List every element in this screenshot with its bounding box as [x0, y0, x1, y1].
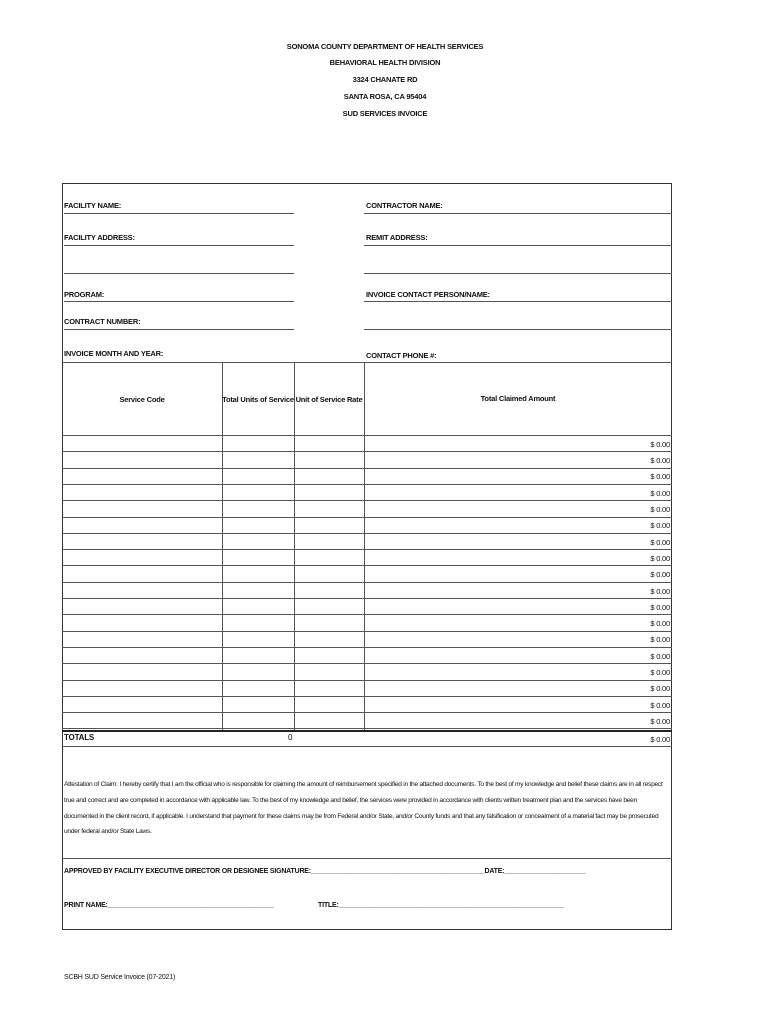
row-amount: $ 0.00 — [650, 521, 670, 531]
invoice-contact-field-1[interactable] — [364, 301, 672, 302]
table-row — [62, 451, 672, 452]
row-amount: $ 0.00 — [650, 537, 670, 547]
row-amount: $ 0.00 — [650, 505, 670, 514]
table-row — [62, 565, 672, 566]
row-amount: $ 0.00 — [650, 651, 670, 661]
attestation-divider — [62, 858, 672, 859]
invoice-month-year-label: INVOICE MONTH AND YEAR: — [64, 349, 164, 358]
attestation-text: Attestation of Claim: I hereby certify that I am the official who is responsible for claiming the amount of reimbursement specified in the attached documents. To the best of my knowledge and belief these claims are in all respect true and correct and are completed in accordance with applicable law. To the best of my knowledge and belief, the services were provided in accordance with clients written treatment plan and the services have been documented in the client record, if applicable. I understand that payment for these claims may be from Federal and/or State, and/or County funds and that any falsification or concealment of a material fact may be prosecuted under federal and/or State Laws. — [64, 781, 663, 836]
totals-row-bottom — [62, 746, 672, 747]
row-amount: $ 0.00 — [650, 488, 670, 498]
row-amount: $ 0.00 — [650, 635, 670, 645]
invoice-contact-label: INVOICE CONTACT PERSON/NAME: — [366, 290, 490, 299]
column-divider-1 — [222, 362, 223, 730]
table-row — [62, 696, 672, 697]
row-amount: $ 0.00 — [650, 619, 670, 629]
row-amount: $ 0.00 — [650, 456, 670, 466]
table-row — [62, 549, 672, 550]
header-line-2: BEHAVIORAL HEALTH DIVISION — [329, 58, 441, 67]
totals-units: 0 — [288, 733, 293, 742]
row-amount: $ 0.00 — [650, 439, 670, 449]
facility-name-field[interactable] — [64, 213, 294, 214]
column-header-service-code: Service Code — [119, 395, 165, 404]
table-row — [62, 582, 672, 583]
table-row — [62, 663, 672, 664]
table-row — [62, 598, 672, 599]
facility-address-field-1[interactable] — [64, 245, 294, 246]
facility-name-label: FACILITY NAME: — [64, 201, 122, 210]
table-row — [62, 631, 672, 632]
form-footer: SCBH SUD Service Invoice (07-2021) — [64, 974, 176, 981]
totals-row-top — [62, 730, 672, 732]
row-amount: $ 0.00 — [650, 570, 670, 580]
invoice-contact-field-2[interactable] — [364, 329, 672, 330]
header-title: SUD SERVICES INVOICE — [342, 109, 428, 118]
header-line-3: 3324 CHANATE RD — [352, 75, 418, 84]
contract-number-label: CONTRACT NUMBER: — [64, 317, 141, 326]
column-divider-3 — [364, 362, 365, 730]
contractor-name-label: CONTRACTOR NAME: — [366, 201, 443, 210]
row-amount: $ 0.00 — [650, 700, 670, 710]
row-amount: $ 0.00 — [650, 684, 670, 694]
remit-address-field-2[interactable] — [364, 273, 672, 274]
row-amount: $ 0.00 — [650, 602, 670, 612]
remit-address-field-1[interactable] — [364, 245, 672, 246]
row-amount: $ 0.00 — [650, 668, 670, 677]
row-amount: $ 0.00 — [650, 716, 670, 726]
remit-address-label: REMIT ADDRESS: — [366, 233, 428, 242]
column-header-unit-rate: Unit of Service Rate — [295, 395, 363, 404]
table-row — [62, 484, 672, 485]
column-header-total-units: Total Units of Service — [222, 395, 294, 404]
table-row — [62, 533, 672, 534]
row-amount: $ 0.00 — [650, 586, 670, 596]
approved-signature-line[interactable]: APPROVED BY FACILITY EXECUTIVE DIRECTOR OR DESIGNEE SIGNATURE:_______________________________________________DATE:______________________ — [64, 868, 586, 875]
contact-phone-label: CONTACT PHONE #: — [366, 351, 437, 360]
table-row — [62, 712, 672, 713]
table-row — [62, 500, 672, 501]
contract-number-field[interactable] — [64, 329, 294, 330]
program-label: PROGRAM: — [64, 290, 105, 299]
column-divider-2 — [294, 362, 295, 730]
table-row — [62, 468, 672, 469]
contractor-name-field[interactable] — [364, 213, 672, 214]
totals-label: TOTALS — [64, 733, 95, 742]
table-row — [62, 680, 672, 681]
title-line[interactable]: TITLE:_____________________________________________________________ — [318, 902, 564, 909]
totals-amount: $ 0.00 — [650, 735, 670, 744]
program-field[interactable] — [64, 301, 294, 302]
table-row — [62, 517, 672, 518]
header-line-4: SANTA ROSA, CA 95404 — [343, 92, 427, 101]
facility-address-field-2[interactable] — [64, 273, 294, 274]
facility-address-label: FACILITY ADDRESS: — [64, 233, 135, 242]
print-name-line[interactable]: PRINT NAME:_____________________________________________ — [64, 902, 274, 909]
table-top-border — [62, 362, 672, 363]
header-row-bottom — [62, 435, 672, 436]
column-header-total-claimed: Total Claimed Amount — [480, 394, 556, 403]
table-row — [62, 614, 672, 615]
row-amount: $ 0.00 — [650, 553, 670, 563]
row-amount: $ 0.00 — [650, 472, 670, 482]
table-row — [62, 647, 672, 648]
header-line-1: SONOMA COUNTY DEPARTMENT OF HEALTH SERVICES — [286, 42, 484, 51]
